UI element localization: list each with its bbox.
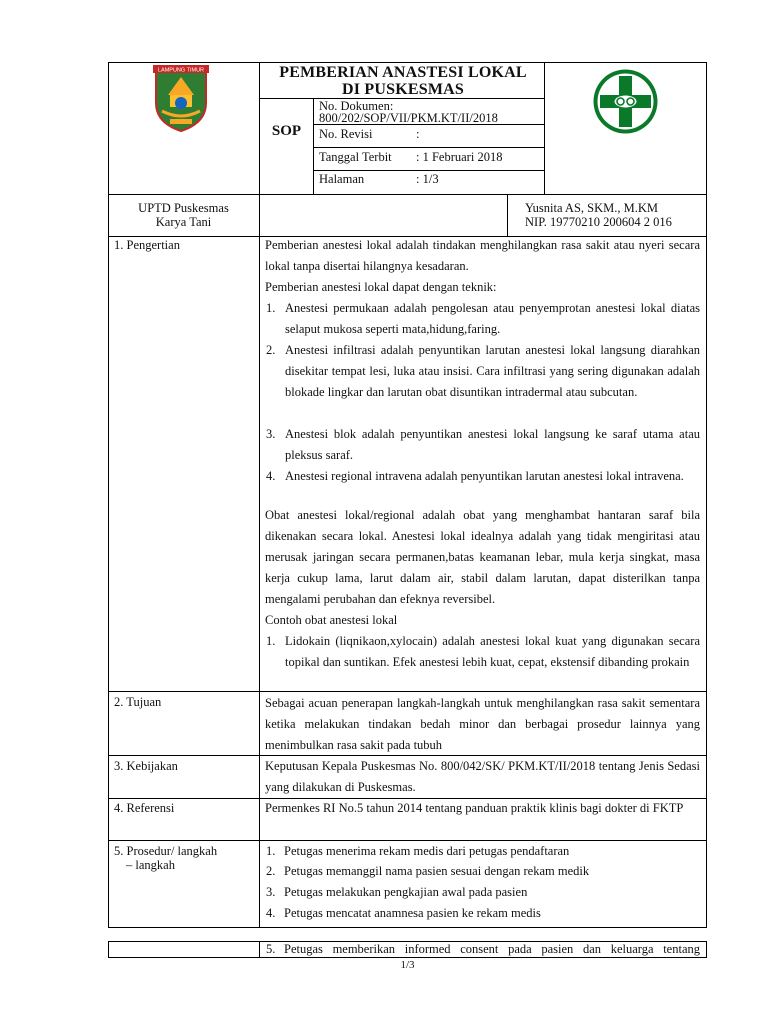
doc-number-label: No. Dokumen: — [319, 99, 394, 113]
revision-label: No. Revisi — [319, 127, 373, 141]
technique-number: 3. — [266, 427, 276, 441]
section-label-pengertian: 1. Pengertian — [114, 238, 180, 252]
page-label: Halaman — [319, 172, 365, 186]
step-text: Petugas memanggil nama pasien sesuai dengan rekam medik — [284, 864, 590, 878]
doc-number-value: 800/202/SOP/VII/PKM.KT/II/2018 — [319, 111, 498, 125]
document-title-line2: DI PUSKESMAS — [342, 81, 464, 98]
step-number: 1. — [266, 844, 276, 858]
sop-label: SOP — [271, 123, 302, 139]
technique-text: Anestesi infiltrasi adalah penyuntikan larutan anestesi lokal langsung diarahkan disekitar tempat lesi, luka atau insisi. Cara infiltrasi yang sering digunakan adalah blokade lingkar dan larutan obat disuntikan intradermal atau subcutan. — [285, 343, 700, 399]
pengertian-paragraph-3: Obat anestesi lokal/regional adalah obat yang menghambat hantaran saraf bila dikenakan secara lokal. Anestesi lokal idealnya adalah yang tidak mengiritasi atau merusak jaringan secara permanen,batas keamanan lebar, mula kerja singkat, masa kerja cukup lama, larut dalam air, stabil dalam larutan, dapat disterilkan tanpa mengalami perubahan dan efeknya reversibel. — [265, 508, 700, 606]
kebijakan-text: Keputusan Kepala Puskesmas No. 800/042/SK/ PKM.KT/II/2018 tentang Jenis Sedasi yang dilakukan di Puskesmas. — [265, 759, 700, 794]
section-label-kebijakan: 3. Kebijakan — [114, 759, 178, 773]
revision-value: : — [416, 127, 420, 141]
example-text: Lidokain (liqnikaon,xylocain) adalah anestesi lokal kuat yang digunakan secara topikal dan suntikan. Efek anestesi lebih kuat, cepat, ekstensif dibanding prokain — [285, 634, 700, 669]
unit-name-line1: UPTD Puskesmas — [138, 201, 229, 215]
technique-text: Anestesi blok adalah penyuntikan anestesi lokal langsung ke saraf utama atau pleksus saraf. — [285, 427, 700, 462]
document-title-line1: PEMBERIAN ANASTESI LOKAL — [279, 64, 527, 81]
page-value: : 1/3 — [416, 172, 439, 186]
emblem-banner: LAMPUNG TIMUR — [157, 67, 205, 74]
pengertian-paragraph-4: Contoh obat anestesi lokal — [265, 613, 398, 627]
issue-date-value: : 1 Februari 2018 — [416, 150, 503, 164]
technique-number: 4. — [266, 469, 276, 483]
step-number: 4. — [266, 906, 276, 920]
step-number: 5. — [266, 942, 276, 956]
step-number: 3. — [266, 885, 276, 899]
section-label-referensi: 4. Referensi — [114, 801, 175, 815]
technique-number: 1. — [266, 301, 276, 315]
regional-emblem-icon — [150, 63, 212, 133]
page-number: 1/3 — [400, 959, 415, 971]
pengertian-paragraph-2: Pemberian anestesi lokal dapat dengan teknik: — [265, 280, 497, 294]
section-label-prosedur: 5. Prosedur/ langkah — [114, 844, 218, 858]
referensi-text: Permenkes RI No.5 tahun 2014 tentang panduan praktik klinis bagi dokter di FKTP — [265, 801, 684, 815]
technique-text: Anestesi regional intravena adalah penyuntikan larutan anestesi lokal intravena. — [285, 469, 684, 483]
technique-text: Anestesi permukaan adalah pengolesan atau penyemprotan anestesi lokal diatas selaput mukosa seperti mata,hidung,faring. — [285, 301, 700, 336]
step-number: 2. — [266, 864, 276, 878]
tujuan-text: Sebagai acuan penerapan langkah-langkah untuk menghilangkan rasa sakit sementara ketika melakukan tindakan bedah minor dan berbagai prosedur lainnya yang menimbulkan rasa sakit pada tubuh — [265, 696, 700, 752]
puskesmas-logo-icon — [591, 67, 660, 136]
technique-number: 2. — [266, 343, 276, 357]
signer-nip: NIP. 19770210 200604 2 016 — [525, 215, 672, 229]
section-label-tujuan: 2. Tujuan — [114, 695, 162, 709]
signer-name: Yusnita AS, SKM., M.KM — [525, 201, 659, 215]
example-number: 1. — [266, 634, 276, 648]
step-text: Petugas melakukan pengkajian awal pada pasien — [284, 885, 528, 899]
section-label-prosedur-cont: – langkah — [126, 858, 175, 872]
step-text: Petugas mencatat anamnesa pasien ke rekam medis — [284, 906, 541, 920]
step-text: Petugas menerima rekam medis dari petugas pendaftaran — [284, 844, 570, 858]
pengertian-paragraph-1: Pemberian anestesi lokal adalah tindakan menghilangkan rasa sakit atau nyeri secara lokal tanpa disertai hilangnya kesadaran. — [265, 238, 700, 273]
unit-name-line2: Karya Tani — [155, 215, 212, 229]
step-text: Petugas memberikan informed consent pada pasien dan keluarga tentang — [284, 942, 700, 956]
issue-date-label: Tanggal Terbit — [319, 150, 392, 164]
